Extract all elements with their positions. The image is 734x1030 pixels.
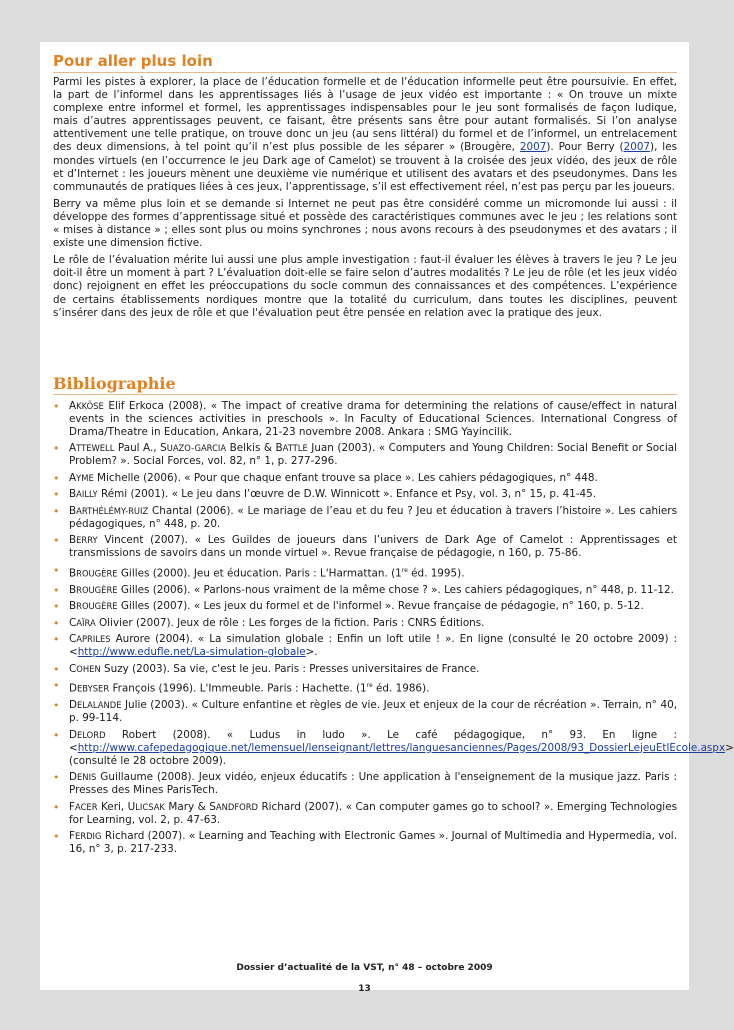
bibliography-entry [53, 728, 734, 768]
author-name-smallcaps: ERRY [76, 535, 98, 546]
author-name-smallcaps: TTEWELL [76, 443, 115, 454]
author-initial: C [69, 633, 77, 646]
author-name-smallcaps: EBYSER [77, 683, 110, 694]
author-initial: U [127, 800, 136, 813]
bibliography-list [53, 399, 734, 856]
entry-text: Mary & [164, 800, 210, 813]
entry-text: Olivier (2007). Jeux de rôle : Les forges de la fiction. Paris : CNRS Éditions. [95, 616, 485, 629]
author-initial: B [69, 583, 77, 596]
author-name-smallcaps: AÏRA [76, 617, 96, 628]
bullet-icon: • [53, 442, 60, 456]
paragraph-1: Parmi les pistes à explorer, la place de l’éducation formelle et de l’éducation informelle peut être poursuivie. En effet, la part de l’informel dans les apprentissages liés à l’usage de jeux vidéo est importante : « On trouve un mixte complexe entre informel et formel, les apprentissages indispensables pour le jeu sont formalisés de façon ludique, mais d’autres apprentissages peuvent, ce faisant, être présents sans être pour autant formalisés. Si l’on analyse attentivement une telle pratique, on trouve donc un jeu (au sens littéral) du formel et de l’informel, un entrelacement des deux dimensions, à tel point qu’il n’est plus possible de les séparer » (Brougère, 2007). Pour Berry (2007), les mondes virtuels (en l’occurrence le jeu Dark age of Camelot) se trouvent à la croisée des jeux vidéo, des jeux de rôle et d’Internet : les joueurs mènent une deuxième vie numérique et utilisent des avatars et des pseudonymes. Dans les communautés de pratiques liées à ces jeux, l’apprentissage, s’il est effectivement réel, n’est pas perçu par les joueurs. [53, 76, 677, 193]
author-name-smallcaps: ELALANDE [77, 700, 122, 711]
bibliography-entry [53, 400, 677, 439]
entry-text: Rémi (2001). « Le jeu dans l’œuvre de D.W. Winnicott ». Enfance et Psy, vol. 3, n° 15, p. 41-45. [97, 488, 597, 501]
author-initial: B [275, 442, 283, 455]
bullet-icon: • [53, 771, 60, 785]
entry-text: Michelle (2006). « Pour que chaque enfant trouve sa place ». Les cahiers pédagogiques, n° 448. [93, 471, 598, 484]
author-initial: C [69, 662, 77, 675]
citation-link-brougere-2007[interactable]: 2007 [519, 141, 547, 154]
reference-link[interactable]: http://www.cafepedagogique.net/lemensuel/lenseignant/lettres/languesanciennes/Pages/2008/93_DossierLejeuEtlEcole.aspx [77, 741, 726, 754]
author-name-smallcaps: ERDIG [74, 831, 102, 842]
author-name-smallcaps: APRILES [76, 634, 111, 645]
paragraph-3: Le rôle de l’évaluation mérite lui aussi une plus ample investigation : faut-il évaluer les élèves à travers le jeu ? Le jeu doit-il être un moment à part ? L’évaluation doit-elle se faire selon d’autres modalités ? Le jeu de rôle (et les jeux vidéo donc) rejoignent en effet les préoccupations du socle commun des connaissances et des compétences. L’expérience de certains établissements nordiques montre que la totalité du curriculum, dans toutes les disciplines, peuvent s’insérer dans des jeux de rôle et que l'évaluation peut être pensée en relation avec la pratique des jeux. [53, 254, 677, 319]
author-name-smallcaps: LICSAK [135, 801, 165, 812]
author-initial: B [69, 534, 77, 547]
page-footer: Dossier d’actualité de la VST, n° 48 – octobre 2009 [236, 963, 493, 973]
entry-text: Belkis & [226, 442, 276, 455]
bullet-icon: • [53, 830, 60, 844]
author-name-smallcaps: ANDFORD [215, 801, 258, 812]
entry-text: Juan (2003). « Computers and Young Children: Social Benefit or Social Problem? ». Social Forces, vol. 82, n° 1, p. 277-296. [69, 442, 677, 468]
superscript: re [401, 566, 408, 574]
entry-text: Gilles (2006). « Parlons-nous vraiment de la même chose ? ». Les cahiers pédagogiques, n° 448, p. 11-12. [117, 583, 674, 596]
bullet-icon: • [53, 534, 60, 548]
entry-text: Aurore (2004). « La simulation globale : Enfin un loft utile ! ». En ligne (consulté le 20 octobre 2009) : < [69, 633, 677, 659]
author-initial: D [69, 682, 78, 695]
author-name-smallcaps: ELORD [77, 729, 106, 740]
author-name-smallcaps: ACER [74, 801, 98, 812]
author-name-smallcaps: ROUGÈRE [76, 584, 118, 595]
entry-text: Richard (2007). « Learning and Teaching with Electronic Games ». Journal of Multimedia and Hypermedia, vol. 16, n° 3, p. 217-233. [69, 830, 677, 856]
bullet-icon: • [53, 800, 60, 814]
entry-text: Guillaume (2008). Jeux vidéo, enjeux éducatifs : Une application à l'enseignement de la musique jazz. Paris : Presses des Mines ParisTech. [69, 771, 677, 797]
author-initial: F [69, 800, 75, 813]
bibliography-entry [53, 830, 677, 856]
entry-text: Julie (2003). « Culture enfantine et règles de vie. Jeux et enjeux de la cour de récréation ». Terrain, n° 40, p. 99-114. [69, 699, 677, 725]
entry-text: éd. 1995). [407, 567, 465, 580]
superscript: re [366, 682, 373, 690]
bibliography-entry [53, 534, 677, 560]
bibliography-entry [53, 633, 677, 659]
author-initial: D [69, 728, 78, 741]
author-initial: B [69, 504, 77, 517]
entry-text: Chantal (2006). « Le mariage de l’eau et du feu ? Jeu et éducation à travers l’histoire ». Les cahiers pédagogiques, n° 448, p. 20. [69, 504, 677, 530]
author-name-smallcaps: ENIS [77, 772, 97, 783]
author-initial: S [209, 800, 216, 813]
page-content [53, 52, 734, 860]
author-initial: C [69, 616, 77, 629]
author-name-smallcaps: ROUGÈRE [76, 568, 118, 579]
bibliography-entry [53, 801, 677, 827]
section-pour-aller-plus-loin [53, 52, 677, 320]
bullet-icon: • [53, 616, 60, 630]
entry-text: Paul A., [114, 442, 161, 455]
author-name-smallcaps: YME [76, 472, 94, 483]
entry-text: Robert (2008). « Ludus in ludo ». Le café pédagogique, n° 93. En ligne : < [69, 728, 677, 754]
document-page [40, 42, 734, 994]
entry-text: Suzy (2003). Sa vie, c'est le jeu. Paris : Presses universitaires de France. [100, 662, 480, 675]
entry-text: Gilles (2007). « Les jeux du formel et de l'informel ». Revue française de pédagogie, n° 160, p. 5-12. [117, 600, 644, 613]
page-number: 13 [358, 984, 371, 994]
author-name-smallcaps: KKÖSE [76, 400, 104, 411]
entry-text: François (1996). L'Immeuble. Paris : Hachette. (1 [109, 682, 367, 695]
bibliography-entry [53, 771, 677, 797]
author-initial: D [69, 771, 78, 784]
paragraph-2: Berry va même plus loin et se demande si Internet ne peut pas être considéré comme un micromonde lui aussi : il développe des formes d’apprentissage situé et possède des caractéristiques communes avec le jeu ; les relations sont « mises à distance » ; elles sont plus ou moins synchrones ; nous avons recours à des pseudonymes et des avatars ; il existe une dimension fictive. [53, 197, 677, 250]
author-initial: A [69, 442, 77, 455]
author-initial: B [69, 600, 77, 613]
section-title: Pour aller plus loin [53, 52, 677, 73]
author-name-smallcaps: ROUGÈRE [76, 601, 118, 612]
section-bibliographie [53, 373, 734, 856]
bullet-icon: • [53, 471, 60, 485]
entry-text: >. [305, 646, 318, 659]
bullet-icon: • [53, 504, 60, 518]
bibliography-entry [53, 699, 677, 725]
author-name-smallcaps: ARTHÉLÉMY-RUIZ [76, 505, 149, 516]
bullet-icon: • [53, 600, 60, 614]
author-initial: A [69, 471, 77, 484]
author-initial: S [160, 442, 167, 455]
bibliography-entry [53, 564, 677, 580]
entry-text: Gilles (2000). Jeu et éducation. Paris : L'Harmattan. (1 [117, 567, 402, 580]
bibliography-entry [53, 505, 677, 531]
bullet-icon: • [53, 399, 60, 413]
author-name-smallcaps: UAZO-GARCIA [166, 443, 227, 454]
reference-link[interactable]: http://www.edufle.net/La-simulation-globale [77, 646, 306, 659]
bibliography-entry [53, 663, 677, 676]
bibliography-entry [53, 584, 677, 597]
author-initial: D [69, 699, 78, 712]
bullet-icon: • [53, 563, 60, 577]
bibliography-entry [53, 600, 677, 613]
author-initial: F [69, 830, 75, 843]
bibliography-entry [53, 679, 677, 695]
bullet-icon: • [53, 699, 60, 713]
author-initial: B [69, 567, 77, 580]
author-name-smallcaps: AILLY [76, 489, 98, 500]
entry-text: > (consulté le 28 octobre 2009). [69, 741, 734, 767]
entry-text: éd. 1986). [372, 682, 430, 695]
entry-text: Elif Erkoca (2008). « The impact of creative drama for determining the relations of cause/effect in natural events in the sciences activities in preschools ». In Faculty of Educational Sciences. International Congress of Drama/Theatre in Education, Ankara, 21-23 novembre 2008. Ankara : SMG Yayincilik. [69, 399, 677, 438]
section-title: Bibliographie [53, 374, 677, 395]
entry-text: Vincent (2007). « Les Guildes de joueurs dans l’univers de Dark Age of Camelot : Apprentissages et transmissions de savoirs dans un monde virtuel ». Revue française de pédagogie, n 160, p. 75-86. [69, 534, 677, 560]
author-name-smallcaps: ATTLE [282, 443, 308, 454]
bibliography-entry [53, 442, 677, 468]
author-initial: B [69, 488, 77, 501]
bullet-icon: • [53, 662, 60, 676]
bullet-icon: • [53, 488, 60, 502]
author-initial: A [69, 399, 77, 412]
bibliography-entry [53, 472, 677, 485]
bullet-icon: • [53, 583, 60, 597]
citation-link-berry-2007[interactable]: 2007 [623, 141, 651, 154]
author-name-smallcaps: OHEN [76, 663, 101, 674]
entry-text: Keri, [97, 800, 128, 813]
bibliography-entry [53, 488, 677, 501]
bullet-icon: • [53, 633, 60, 647]
bullet-icon: • [53, 679, 60, 693]
entry-text: Richard (2007). « Can computer games go to school? ». Emerging Technologies for Learning, vol. 2, p. 47-63. [69, 800, 678, 826]
bibliography-entry [53, 617, 677, 630]
bullet-icon: • [53, 728, 60, 742]
